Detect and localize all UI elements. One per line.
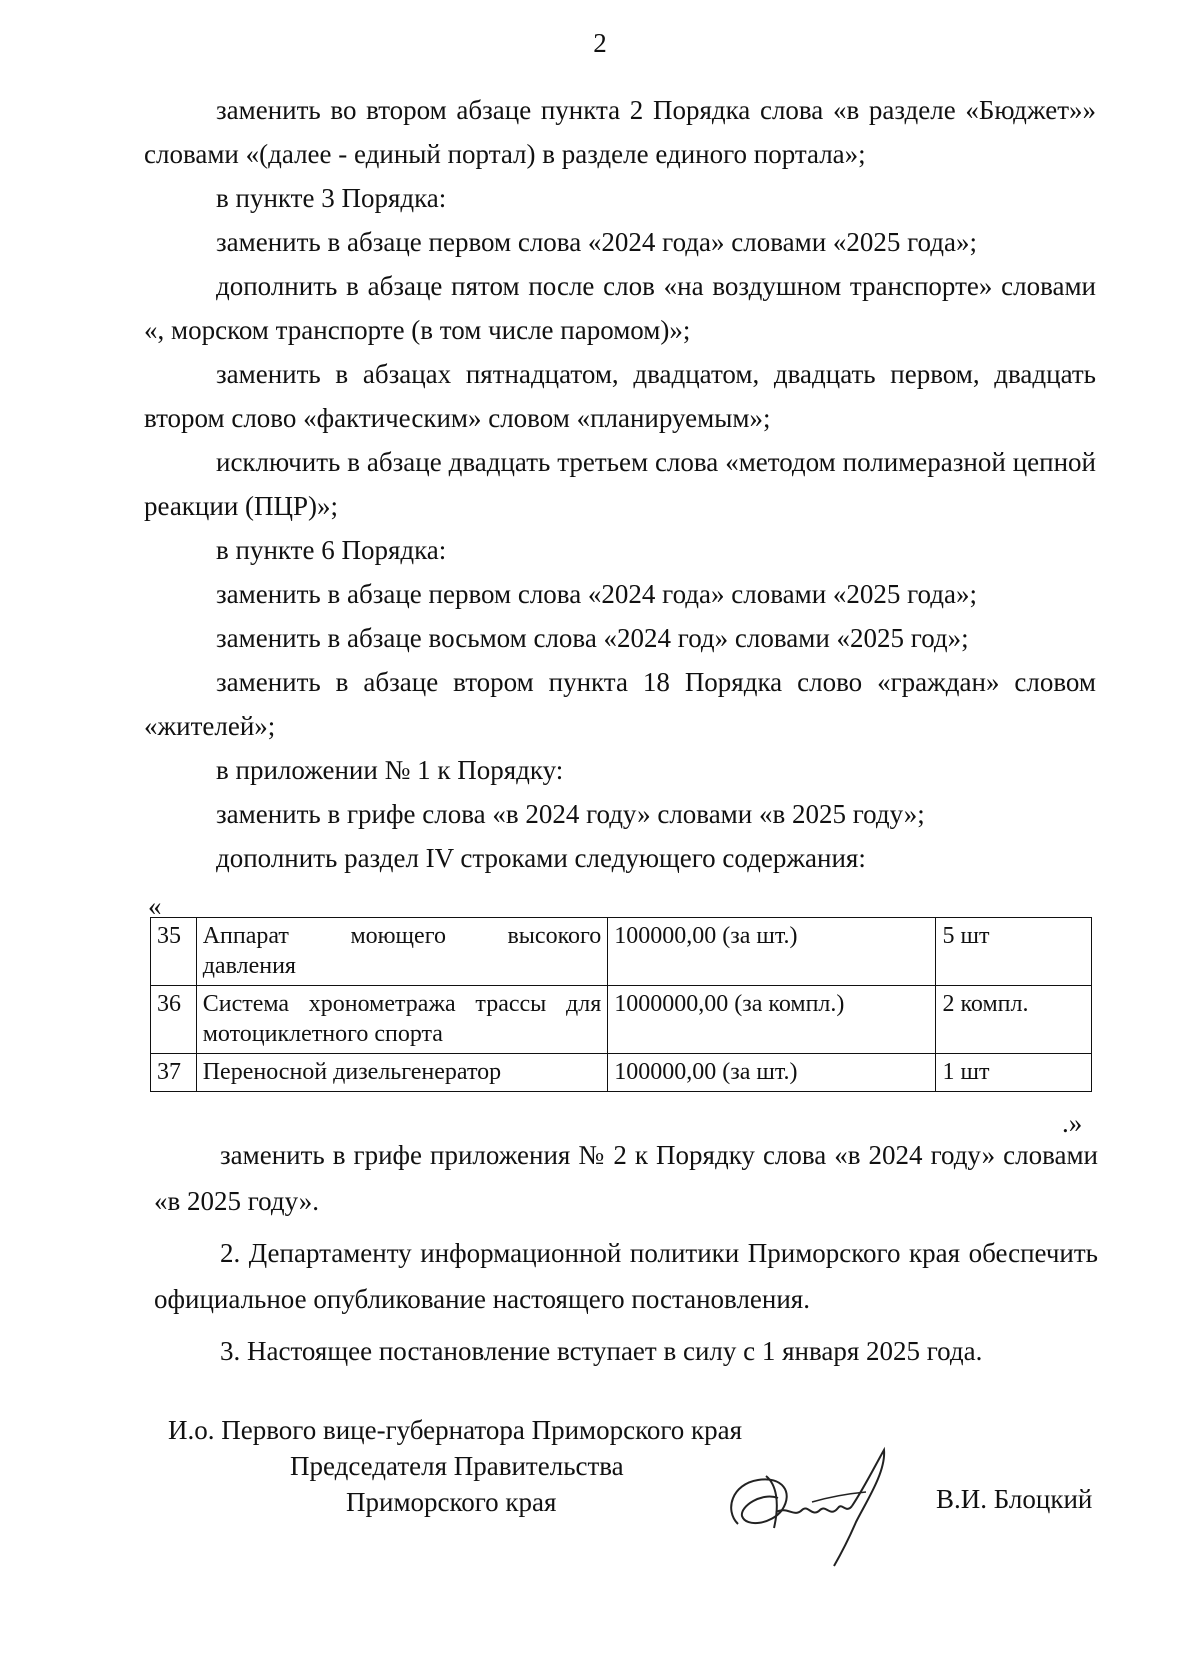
paragraph: исключить в абзаце двадцать третьем слова «методом полимеразной цепной реакции (ПЦР)»; [144,447,1096,521]
page-number: 2 [593,28,607,58]
paragraph: в пункте 3 Порядка: [216,183,447,213]
item-name-line: давления [202,953,296,979]
paragraph: дополнить раздел IV строками следующего содержания: [216,843,866,873]
item-name-cell [196,1054,608,1092]
document-body-continued [154,1132,1098,1374]
item-name-line: мотоциклетного спорта [202,1021,443,1047]
signatory-title-line: Приморского края [346,1487,557,1517]
item-name-line: Переносной дизельгенератор [202,1059,502,1085]
paragraph: в пункте 6 Порядка: [216,535,447,565]
item-name-line: Аппарат моющего высокого [202,923,602,949]
row-number: 37 [151,1054,197,1092]
item-name-line: Система хронометража трассы для [202,991,602,1017]
paragraph: 2. Департаменту информационной политики Приморского края обеспечить официальное опубликование настоящего постановления. [154,1238,1098,1314]
paragraph: заменить в абзаце втором пункта 18 Порядка слово «граждан» словом «жителей»; [144,667,1096,741]
item-price: 100000,00 (за шт.) [608,918,936,986]
quote-close-mark: .» [1062,1108,1083,1138]
row-number: 36 [151,986,197,1054]
table-row [151,986,1092,1054]
item-name-cell [196,986,608,1054]
paragraph: 3. Настоящее постановление вступает в силу с 1 января 2025 года. [220,1336,983,1366]
paragraph: заменить во втором абзаце пункта 2 Порядка слова «в разделе «Бюджет»» словами «(далее - единый портал) в разделе единого портала»; [144,95,1096,169]
items-table [150,917,1092,1092]
paragraph: заменить в абзаце восьмом слова «2024 год» словами «2025 год»; [216,623,969,653]
document-body [144,88,1096,880]
paragraph: дополнить в абзаце пятом после слов «на воздушном транспорте» словами «, морском транспорте (в том числе паромом)»; [144,271,1096,345]
table-row [151,1054,1092,1092]
signatory-title-line: Председателя Правительства [290,1451,624,1481]
handwritten-signature [716,1432,906,1572]
signer-name: В.И. Блоцкий [936,1484,1093,1514]
item-name-cell [196,918,608,986]
paragraph: в приложении № 1 к Порядку: [216,755,564,785]
item-price: 100000,00 (за шт.) [608,1054,936,1092]
paragraph: заменить в абзаце первом слова «2024 года» словами «2025 года»; [216,579,977,609]
item-quantity: 2 компл. [936,986,1092,1054]
item-quantity: 5 шт [936,918,1092,986]
row-number: 35 [151,918,197,986]
signatory-title [168,1412,768,1520]
table-row [151,918,1092,986]
signatory-title-line: И.о. Первого вице-губернатора Приморского края [168,1415,743,1445]
item-quantity: 1 шт [936,1054,1092,1092]
item-price: 1000000,00 (за компл.) [608,986,936,1054]
paragraph: заменить в грифе приложения № 2 к Порядку слова «в 2024 году» словами «в 2025 году». [154,1140,1098,1216]
paragraph: заменить в абзацах пятнадцатом, двадцатом, двадцать первом, двадцать втором слово «фактическим» словом «планируемым»; [144,359,1096,433]
quote-open-mark: « [148,891,162,921]
paragraph: заменить в грифе слова «в 2024 году» словами «в 2025 году»; [216,799,925,829]
paragraph: заменить в абзаце первом слова «2024 года» словами «2025 года»; [216,227,977,257]
